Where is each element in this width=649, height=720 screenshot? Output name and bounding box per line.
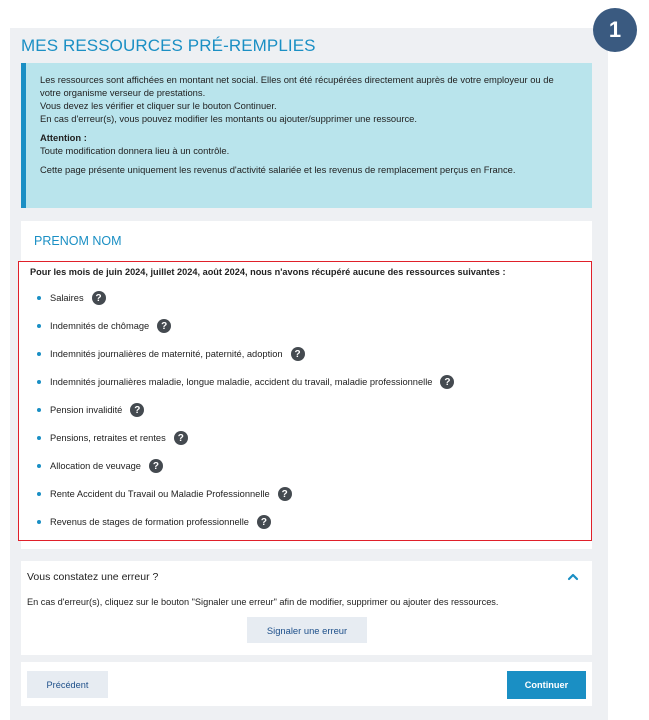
resource-label: Indemnités journalières maladie, longue maladie, accident du travail, maladie professionnelle	[50, 377, 433, 387]
list-item	[37, 514, 271, 530]
help-icon[interactable]: ?	[130, 403, 144, 417]
bullet	[37, 520, 41, 524]
error-report-section	[21, 561, 592, 655]
person-name: PRENOM NOM	[34, 234, 122, 248]
list-item	[37, 486, 292, 502]
list-item	[37, 318, 171, 334]
help-icon[interactable]: ?	[440, 375, 454, 389]
chevron-up-icon[interactable]	[566, 571, 580, 583]
list-item	[37, 374, 454, 390]
bullet	[37, 324, 41, 328]
help-icon[interactable]: ?	[149, 459, 163, 473]
missing-resources-box	[18, 261, 592, 541]
list-item	[37, 346, 305, 362]
resource-label: Rente Accident du Travail ou Maladie Professionnelle	[50, 489, 270, 499]
error-section-title[interactable]: Vous constatez une erreur ?	[27, 571, 159, 583]
previous-button[interactable]: Précédent	[27, 671, 108, 698]
info-notice	[21, 63, 592, 208]
help-icon[interactable]: ?	[278, 487, 292, 501]
resource-label: Pensions, retraites et rentes	[50, 433, 166, 443]
list-item	[37, 290, 106, 306]
help-icon[interactable]: ?	[157, 319, 171, 333]
help-icon[interactable]: ?	[291, 347, 305, 361]
help-icon[interactable]: ?	[92, 291, 106, 305]
list-item	[37, 402, 144, 418]
resource-label: Allocation de veuvage	[50, 461, 141, 471]
bullet	[37, 436, 41, 440]
help-icon[interactable]: ?	[174, 431, 188, 445]
bullet	[37, 492, 41, 496]
step-badge: 1	[593, 8, 637, 52]
error-section-text: En cas d'erreur(s), cliquez sur le bouton "Signaler une erreur" afin de modifier, supprimer ou ajouter des ressources.	[27, 597, 499, 607]
list-item	[37, 430, 188, 446]
report-error-button[interactable]: Signaler une erreur	[247, 617, 367, 643]
info-line: Les ressources sont affichées en montant net social. Elles ont été récupérées directement auprès de votre employeur ou de	[40, 74, 554, 85]
bullet	[37, 408, 41, 412]
info-line: votre organisme verseur de prestations.	[40, 87, 206, 98]
info-line: Vous devez les vérifier et cliquer sur le bouton Continuer.	[40, 100, 277, 111]
bullet	[37, 296, 41, 300]
list-item	[37, 458, 163, 474]
attention-label: Attention :	[40, 132, 87, 143]
scope-text: Cette page présente uniquement les revenus d'activité salariée et les revenus de remplacement perçus en France.	[40, 164, 516, 175]
bullet	[37, 380, 41, 384]
bullet	[37, 352, 41, 356]
info-line: En cas d'erreur(s), vous pouvez modifier les montants ou ajouter/supprimer une ressource.	[40, 113, 417, 124]
footer-nav	[21, 662, 592, 706]
missing-intro: Pour les mois de juin 2024, juillet 2024, août 2024, nous n'avons récupéré aucune des ressources suivantes :	[30, 267, 506, 277]
resource-label: Revenus de stages de formation professionnelle	[50, 517, 249, 527]
resource-label: Salaires	[50, 293, 84, 303]
resource-label: Indemnités de chômage	[50, 321, 150, 331]
resource-label: Indemnités journalières de maternité, paternité, adoption	[50, 349, 283, 359]
help-icon[interactable]: ?	[257, 515, 271, 529]
bullet	[37, 464, 41, 468]
continue-button[interactable]: Continuer	[507, 671, 586, 699]
attention-text: Toute modification donnera lieu à un contrôle.	[40, 145, 230, 156]
page-title: MES RESSOURCES PRÉ-REMPLIES	[21, 36, 316, 55]
resource-label: Pension invalidité	[50, 405, 123, 415]
